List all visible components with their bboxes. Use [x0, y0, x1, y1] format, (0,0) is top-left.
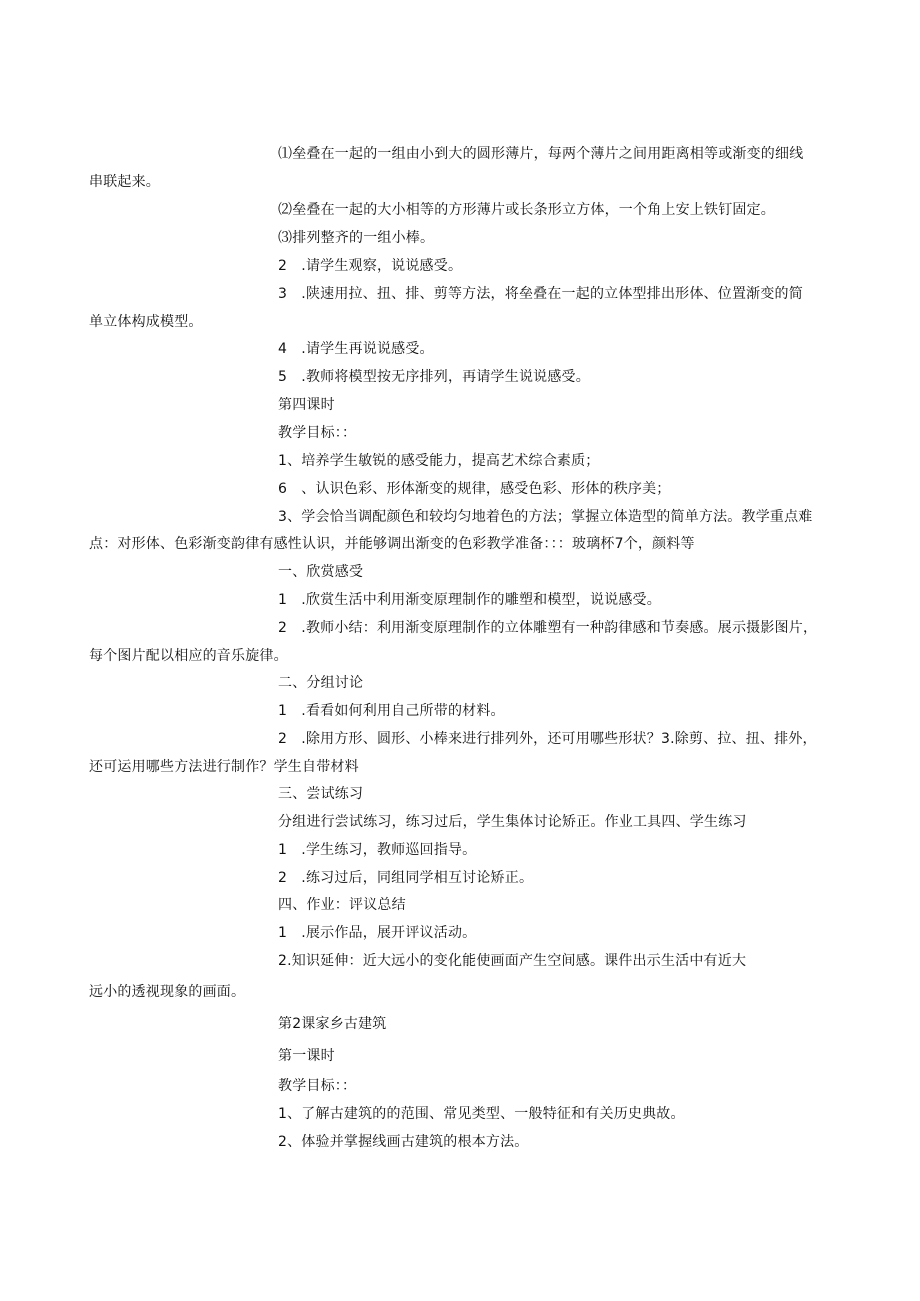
text-line: 远小的透视现象的画面。 [89, 984, 246, 1000]
text-line: 1 .欣赏生活中利用渐变原理制作的雕塑和模型，说说感受。 [278, 592, 661, 608]
text-line: ⑴垒叠在一起的一组由小到大的圆形薄片，每两个薄片之间用距离相等或渐变的细线 [278, 146, 804, 162]
text-line: 点：对形体、色彩渐变韵律有感性认识，并能够调出渐变的色彩教学准备：：：玻璃杯7个，颜料等 [89, 536, 695, 552]
text-line: ⑶排列整齐的一组小棒。 [278, 230, 435, 246]
text-line: 串联起来。 [89, 174, 160, 190]
text-line: ⑵垒叠在一起的大小相等的方形薄片或长条形立方体，一个角上安上铁钉固定。 [278, 202, 775, 218]
text-line: 1、培养学生敏锐的感受能力，提高艺术综合素质； [278, 453, 600, 469]
text-line: 分组进行尝试练习，练习过后，学生集体讨论矫正。作业工具四、学生练习 [278, 814, 747, 830]
text-line: 2 .除用方形、圆形、小棒来进行排列外，还可用哪些形状？3.除剪、拉、扭、排外， [278, 731, 817, 747]
text-line: 3 .陕速用拉、扭、排、剪等方法，将垒叠在一起的立体型排出形体、位置渐变的简 [278, 286, 803, 302]
section-heading: 二、分组讨论 [278, 675, 364, 691]
text-line: 教学目标：： [278, 425, 357, 441]
lesson-title: 第2课家乡古建筑 [278, 1016, 387, 1032]
text-line: 3、学会恰当调配颜色和较均匀地着色的方法；掌握立体造型的简单方法。教学重点难 [278, 509, 813, 525]
text-line: 2 .请学生观察，说说感受。 [278, 258, 463, 274]
section-heading: 一、欣赏感受 [278, 564, 364, 580]
text-line: 教学目标：： [278, 1078, 357, 1094]
text-line: 1 .看看如何利用自己所带的材料。 [278, 703, 505, 719]
section-heading: 三、尝试练习 [278, 786, 364, 802]
section-heading: 第四课时 [278, 397, 335, 413]
text-line: 6 、认识色彩、形体渐变的规律，感受色彩、形体的秩序美； [278, 481, 671, 497]
text-line: 1、了解古建筑的的范围、常见类型、一般特征和有关历史典故。 [278, 1106, 685, 1122]
text-line: 2、体验并掌握线画古建筑的根本方法。 [278, 1134, 529, 1150]
text-line: 2 .练习过后，同组同学相互讨论矫正。 [278, 870, 534, 886]
text-line: 单立体构成模型。 [89, 314, 203, 330]
text-line: 4 .请学生再说说感受。 [278, 341, 434, 357]
section-heading: 四、作业：评议总结 [278, 897, 406, 913]
text-line: 每个图片配以相应的音乐旋律。 [89, 648, 288, 664]
text-line: 2.知识延伸：近大远小的变化能使画面产生空间感。课件出示生活中有近大 [278, 953, 747, 969]
text-line: 1 .展示作品，展开评议活动。 [278, 925, 477, 941]
text-line: 还可运用哪些方法进行制作？学生自带材料 [89, 759, 359, 775]
text-line: 2 .教师小结：利用渐变原理制作的立体雕塑有一种韵律感和节奏感。展示摄影图片， [278, 620, 818, 636]
section-heading: 第一课时 [278, 1048, 335, 1064]
text-line: 5 .教师将模型按无序排列，再请学生说说感受。 [278, 369, 590, 385]
text-line: 1 .学生练习，教师巡回指导。 [278, 842, 477, 858]
